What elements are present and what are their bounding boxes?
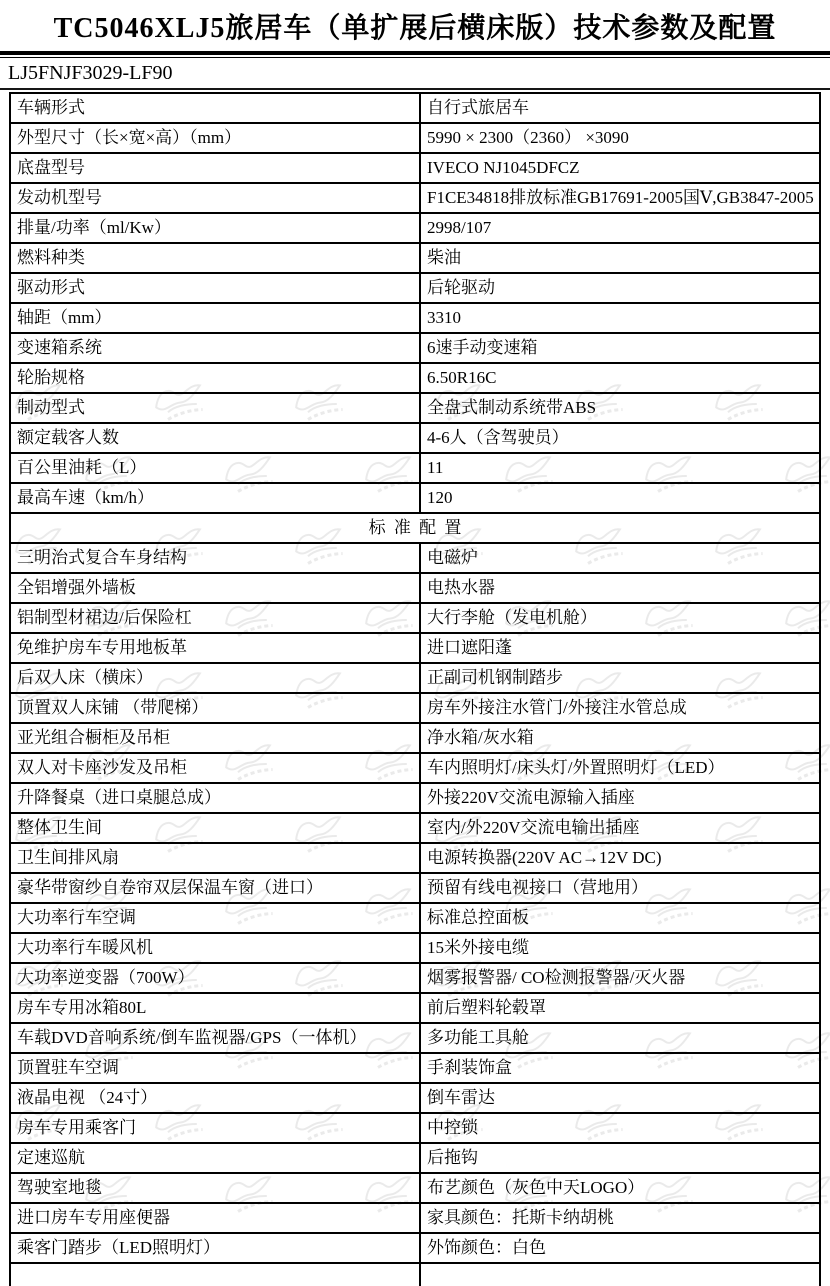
config-right-cell: 房车外接注水管门/外接注水管总成 (420, 693, 820, 723)
spec-label-cell: 燃料种类 (10, 243, 420, 273)
config-right-cell: 标准总控面板 (420, 903, 820, 933)
spec-value-cell: IVECO NJ1045DFCZ (420, 153, 820, 183)
config-row (10, 813, 820, 843)
config-row (10, 1023, 820, 1053)
config-right-cell: 家具颜色：托斯卡纳胡桃 (420, 1203, 820, 1233)
config-right-cell: 后拖钩 (420, 1143, 820, 1173)
title-divider (0, 51, 830, 58)
spec-value-cell: 3310 (420, 303, 820, 333)
config-left-cell: 定速巡航 (10, 1143, 420, 1173)
config-left-cell: 双人对卡座沙发及吊柜 (10, 753, 420, 783)
config-left-cell: 车载DVD音响系统/倒车监视器/GPS（一体机） (10, 1023, 420, 1053)
config-left-cell: 豪华带窗纱自卷帘双层保温车窗（进口） (10, 873, 420, 903)
config-right-cell: 手刹装饰盒 (420, 1053, 820, 1083)
spec-row (10, 213, 820, 243)
config-row (10, 573, 820, 603)
config-left-cell: 顶置双人床铺 （带爬梯） (10, 693, 420, 723)
config-row (10, 1173, 820, 1203)
config-left-cell: 后双人床（横床） (10, 663, 420, 693)
config-row (10, 1113, 820, 1143)
config-row (10, 633, 820, 663)
spec-value-cell: 2998/107 (420, 213, 820, 243)
spec-row (10, 423, 820, 453)
spec-value-cell: 6.50R16C (420, 363, 820, 393)
config-right-cell: 车内照明灯/床头灯/外置照明灯（LED） (420, 753, 820, 783)
config-left-cell: 房车专用冰箱80L (10, 993, 420, 1023)
config-row (10, 723, 820, 753)
spec-label-cell: 轮胎规格 (10, 363, 420, 393)
config-row (10, 603, 820, 633)
spec-value-cell: 自行式旅居车 (420, 93, 820, 123)
config-row (10, 873, 820, 903)
spec-value-cell: 5990 × 2300（2360） ×3090 (420, 123, 820, 153)
section-header: 标 准 配 置 (10, 513, 820, 543)
config-left-cell: 卫生间排风扇 (10, 843, 420, 873)
spec-value-cell: 6速手动变速箱 (420, 333, 820, 363)
spec-value-cell: 4-6人（含驾驶员） (420, 423, 820, 453)
config-right-cell: 大行李舱（发电机舱） (420, 603, 820, 633)
spec-row (10, 123, 820, 153)
spec-row (10, 243, 820, 273)
config-right-cell: 进口遮阳蓬 (420, 633, 820, 663)
spec-value-cell: 后轮驱动 (420, 273, 820, 303)
spec-row (10, 453, 820, 483)
config-right-cell: 15米外接电缆 (420, 933, 820, 963)
config-row (10, 903, 820, 933)
spec-row (10, 393, 820, 423)
config-row (10, 963, 820, 993)
config-left-cell: 乘客门踏步（LED照明灯） (10, 1233, 420, 1263)
config-right-cell: 多功能工具舱 (420, 1023, 820, 1053)
spec-label-cell: 驱动形式 (10, 273, 420, 303)
spec-value-cell: 柴油 (420, 243, 820, 273)
spec-row (10, 333, 820, 363)
spec-label-cell: 轴距（mm） (10, 303, 420, 333)
config-row (10, 693, 820, 723)
spec-value-cell: 11 (420, 453, 820, 483)
spec-label-cell: 外型尺寸（长×宽×高）（mm） (10, 123, 420, 153)
config-row (10, 783, 820, 813)
config-right-cell: 外饰颜色：白色 (420, 1233, 820, 1263)
spec-table (9, 92, 821, 1286)
spec-label-cell: 变速箱系统 (10, 333, 420, 363)
spec-label-cell: 百公里油耗（L） (10, 453, 420, 483)
config-row (10, 1143, 820, 1173)
config-row (10, 753, 820, 783)
config-right-cell: 外接220V交流电源输入插座 (420, 783, 820, 813)
config-right-cell: 中控锁 (420, 1113, 820, 1143)
config-right-cell: 预留有线电视接口（营地用） (420, 873, 820, 903)
config-row (10, 1233, 820, 1263)
config-left-cell: 亚光组合橱柜及吊柜 (10, 723, 420, 753)
config-row (10, 933, 820, 963)
spec-row (10, 363, 820, 393)
config-right-cell: 布艺颜色（灰色中天LOGO） (420, 1173, 820, 1203)
config-right-cell: 电磁炉 (420, 543, 820, 573)
spec-label-cell: 发动机型号 (10, 183, 420, 213)
config-left-cell: 铝制型材裙边/后保险杠 (10, 603, 420, 633)
config-left-cell: 整体卫生间 (10, 813, 420, 843)
config-right-cell (420, 1263, 820, 1286)
config-row (10, 663, 820, 693)
config-right-cell: 正副司机钢制踏步 (420, 663, 820, 693)
spec-row (10, 483, 820, 513)
config-left-cell: 大功率逆变器（700W） (10, 963, 420, 993)
model-code: LJ5FNJF3029-LF90 (0, 58, 830, 90)
config-right-cell: 室内/外220V交流电输出插座 (420, 813, 820, 843)
spec-label-cell: 制动型式 (10, 393, 420, 423)
config-left-cell: 三明治式复合车身结构 (10, 543, 420, 573)
config-left-cell: 进口房车专用座便器 (10, 1203, 420, 1233)
spec-label-cell: 最高车速（km/h） (10, 483, 420, 513)
config-right-cell: 前后塑料轮毂罩 (420, 993, 820, 1023)
config-row (10, 1263, 820, 1286)
spec-label-cell: 底盘型号 (10, 153, 420, 183)
config-row (10, 1053, 820, 1083)
config-left-cell: 驾驶室地毯 (10, 1173, 420, 1203)
config-right-cell: 电热水器 (420, 573, 820, 603)
config-left-cell: 升降餐桌（进口桌腿总成） (10, 783, 420, 813)
spec-row (10, 153, 820, 183)
spec-row (10, 303, 820, 333)
config-left-cell: 大功率行车暖风机 (10, 933, 420, 963)
spec-value-cell: 120 (420, 483, 820, 513)
config-left-cell: 房车专用乘客门 (10, 1113, 420, 1143)
config-left-cell: 顶置驻车空调 (10, 1053, 420, 1083)
config-left-cell: 免维护房车专用地板革 (10, 633, 420, 663)
config-right-cell: 倒车雷达 (420, 1083, 820, 1113)
config-row (10, 843, 820, 873)
config-right-cell: 烟雾报警器/ CO检测报警器/灭火器 (420, 963, 820, 993)
spec-row (10, 183, 820, 213)
spec-row (10, 273, 820, 303)
config-row (10, 1083, 820, 1113)
spec-label-cell: 额定载客人数 (10, 423, 420, 453)
config-right-cell: 电源转换器(220V AC→12V DC) (420, 843, 820, 873)
spec-table-body (10, 93, 820, 1286)
config-row (10, 1203, 820, 1233)
config-left-cell (10, 1263, 420, 1286)
config-left-cell: 液晶电视 （24寸） (10, 1083, 420, 1113)
page-title: TC5046XLJ5旅居车（单扩展后横床版）技术参数及配置 (53, 13, 777, 44)
spec-value-cell: 全盘式制动系统带ABS (420, 393, 820, 423)
section-header-row (10, 513, 820, 543)
config-row (10, 993, 820, 1023)
spec-label-cell: 车辆形式 (10, 93, 420, 123)
config-left-cell: 大功率行车空调 (10, 903, 420, 933)
spec-row (10, 93, 820, 123)
spec-value-cell: F1CE34818排放标准GB17691-2005国Ⅴ,GB3847-2005 (420, 183, 820, 213)
config-right-cell: 净水箱/灰水箱 (420, 723, 820, 753)
config-left-cell: 全铝增强外墙板 (10, 573, 420, 603)
spec-label-cell: 排量/功率（ml/Kw） (10, 213, 420, 243)
config-row (10, 543, 820, 573)
